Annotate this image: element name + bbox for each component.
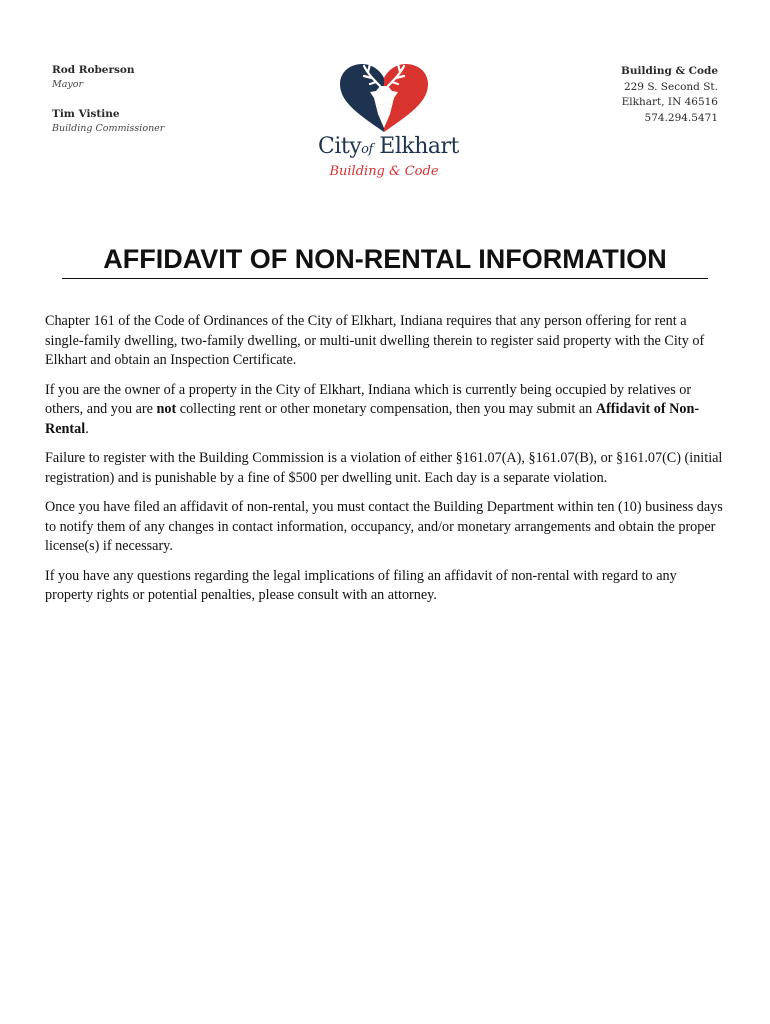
- logo-of-word: of: [361, 142, 373, 157]
- logo-subtitle: Building & Code: [329, 164, 439, 179]
- mayor-block: [52, 64, 164, 90]
- paragraph-questions: If you have any questions regarding the legal implications of filing an affidavit of non-rental with regard to any property rights or potential penalties, please consult with an attorney.: [45, 567, 677, 603]
- heart-elk-icon: [318, 58, 450, 138]
- title-underline: [62, 278, 708, 279]
- mayor-title: Mayor: [52, 79, 84, 90]
- commissioner-name: Tim Vistine: [52, 108, 120, 120]
- paragraph-owner: [45, 381, 725, 440]
- phone-number: 574.294.5471: [644, 111, 718, 124]
- logo-city-name: [318, 134, 459, 159]
- paragraph-notify: Once you have filed an affidavit of non-rental, you must contact the Building Department within ten (10) business days to notify them of any changes in contact information, occupancy, and/or monetary arrangements and obtain the proper license(s) if necessary.: [45, 499, 723, 554]
- document-title: AFFIDAVIT OF NON-RENTAL INFORMATION: [103, 244, 667, 274]
- commissioner-block: [52, 108, 164, 134]
- paragraph-violation: Failure to register with the Building Commission is a violation of either §161.07(A), §161.07(B), or §161.07(C) (initial registration) and is punishable by a fine of $500 per dwelling unit. Each day is a separate violation.: [45, 450, 723, 486]
- paragraph-owner-text-a: If you are the owner of a property in the City of Elkhart, Indiana which is currently being occupied by relatives or others, and you are: [45, 381, 692, 417]
- logo-elkhart-word: Elkhart: [379, 134, 459, 159]
- paragraph-owner-bold-not: not: [156, 401, 177, 417]
- logo-city-word: City: [318, 134, 362, 159]
- street-address: 229 S. Second St.: [623, 80, 718, 93]
- paragraph-owner-text-c: .: [85, 420, 89, 437]
- paragraph-owner-text-b: collecting rent or other monetary compensation, then you may submit an: [176, 401, 596, 417]
- department-name: Building & Code: [621, 65, 718, 77]
- officials-block: [52, 64, 164, 134]
- paragraph-owner-bold-affidavit: Affidavit of Non-Rental: [45, 401, 700, 437]
- contact-block: [621, 64, 718, 126]
- paragraph-ordinance: Chapter 161 of the Code of Ordinances of the City of Elkhart, Indiana requires that any person offering for rent a single-family dwelling, two-family dwelling, or multi-unit dwelling therein to register said property with the City of Elkhart and obtain an Inspection Certificate.: [45, 313, 705, 368]
- city-logo: [318, 58, 459, 184]
- document-body: [45, 312, 725, 616]
- commissioner-title: Building Commissioner: [52, 123, 165, 134]
- city-state-zip: Elkhart, IN 46516: [621, 96, 718, 108]
- mayor-name: Rod Roberson: [52, 64, 135, 76]
